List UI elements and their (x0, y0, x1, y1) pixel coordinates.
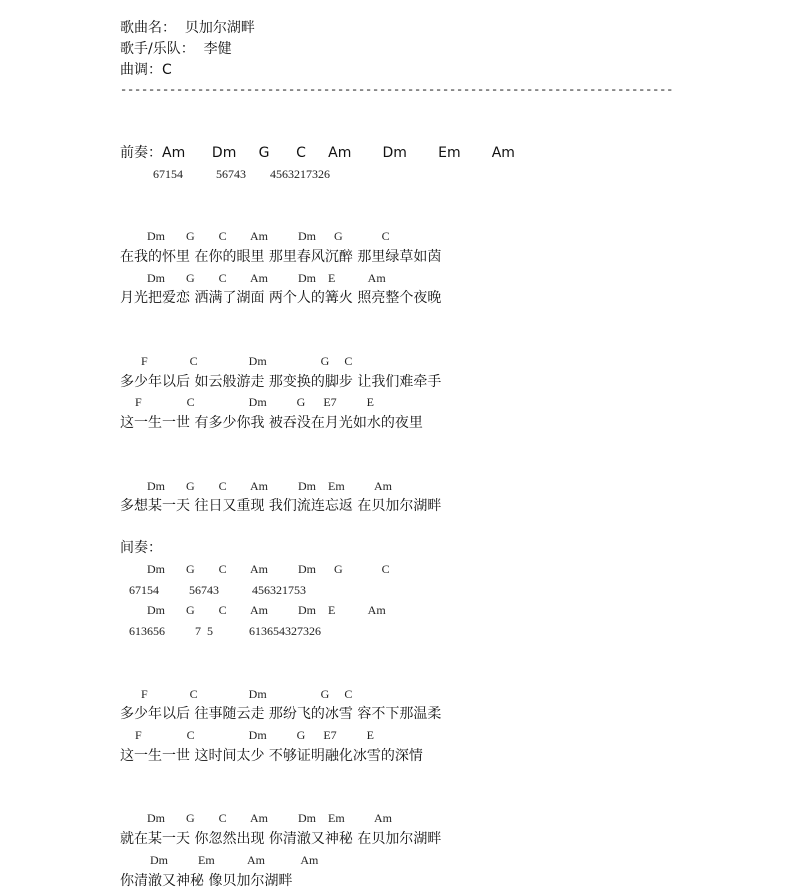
song-title: 歌曲名： 贝加尔湖畔 (120, 20, 255, 36)
blank-line (120, 205, 780, 226)
lyric-line: 这一生一世 有多少你我 被吞没在月光如水的夜里 (120, 415, 423, 432)
chord-line: Dm G C Am Dm Em Am (120, 478, 393, 493)
lyric-line: 多少年以后 往事随云走 那纷飞的冰雪 容不下那温柔 (120, 706, 442, 723)
chord-line: F C Dm G C (120, 686, 353, 701)
chord-sheet (120, 18, 780, 891)
key-line: 曲调：C (120, 61, 172, 78)
chord-line: Dm G C Am Dm E Am (120, 270, 386, 285)
blank-line (120, 642, 780, 663)
chord-line: F C Dm G E7 E (120, 395, 375, 410)
lyric-line: 前奏：Am Dm G C Am Dm Em Am (120, 144, 515, 161)
lyric-line: 就在某一天 你忽然出现 你清澈又神秘 在贝加尔湖畔 (120, 831, 442, 848)
blank-line (120, 663, 780, 684)
lyric-line: 多少年以后 如云般游走 那变换的脚步 让我们难牵手 (120, 373, 442, 390)
blank-line (120, 517, 780, 538)
chord-line: Dm Em Am Am (120, 852, 319, 867)
artist-line: 歌手/乐队： 李健 (120, 40, 232, 57)
chord-line: Dm G C Am Dm G C (120, 228, 390, 243)
lyric-line: 多想某一天 往日又重现 我们流连忘返 在贝加尔湖畔 (120, 498, 442, 515)
lyric-line: 在我的怀里 在你的眼里 那里春风沉醉 那里绿草如茵 (120, 248, 442, 265)
lyric-line: 月光把爱恋 洒满了湖面 两个人的篝火 照亮整个夜晚 (120, 290, 442, 307)
notation-line: 67154 56743 4563217326 (120, 166, 330, 181)
chord-line: Dm G C Am Dm E Am (120, 603, 386, 618)
lyric-line: 这一生一世 这时间太少 不够证明融化冰雪的深情 (120, 747, 423, 764)
blank-line (120, 455, 780, 476)
chord-line: Dm G C Am Dm Em Am (120, 811, 393, 826)
blank-line (120, 101, 780, 122)
chord-line: F C Dm G C (120, 353, 353, 368)
blank-line (120, 787, 780, 808)
notation-line: 67154 56743 456321753 (120, 582, 306, 597)
blank-line (120, 434, 780, 455)
blank-line (120, 184, 780, 205)
blank-line (120, 122, 780, 143)
lyric-line: 你清澈又神秘 像贝加尔湖畔 (120, 872, 293, 889)
chord-line: F C Dm G E7 E (120, 728, 375, 743)
separator-line: ------------------------------------------------------------------------------- (120, 83, 674, 98)
chord-line: Dm G C Am Dm G C (120, 561, 390, 576)
blank-line (120, 330, 780, 351)
notation-line: 613656 7 5 613654327326 (120, 624, 321, 639)
blank-line (120, 309, 780, 330)
lyric-line: 间奏： (120, 539, 162, 556)
sheet-body (120, 101, 780, 891)
blank-line (120, 767, 780, 788)
